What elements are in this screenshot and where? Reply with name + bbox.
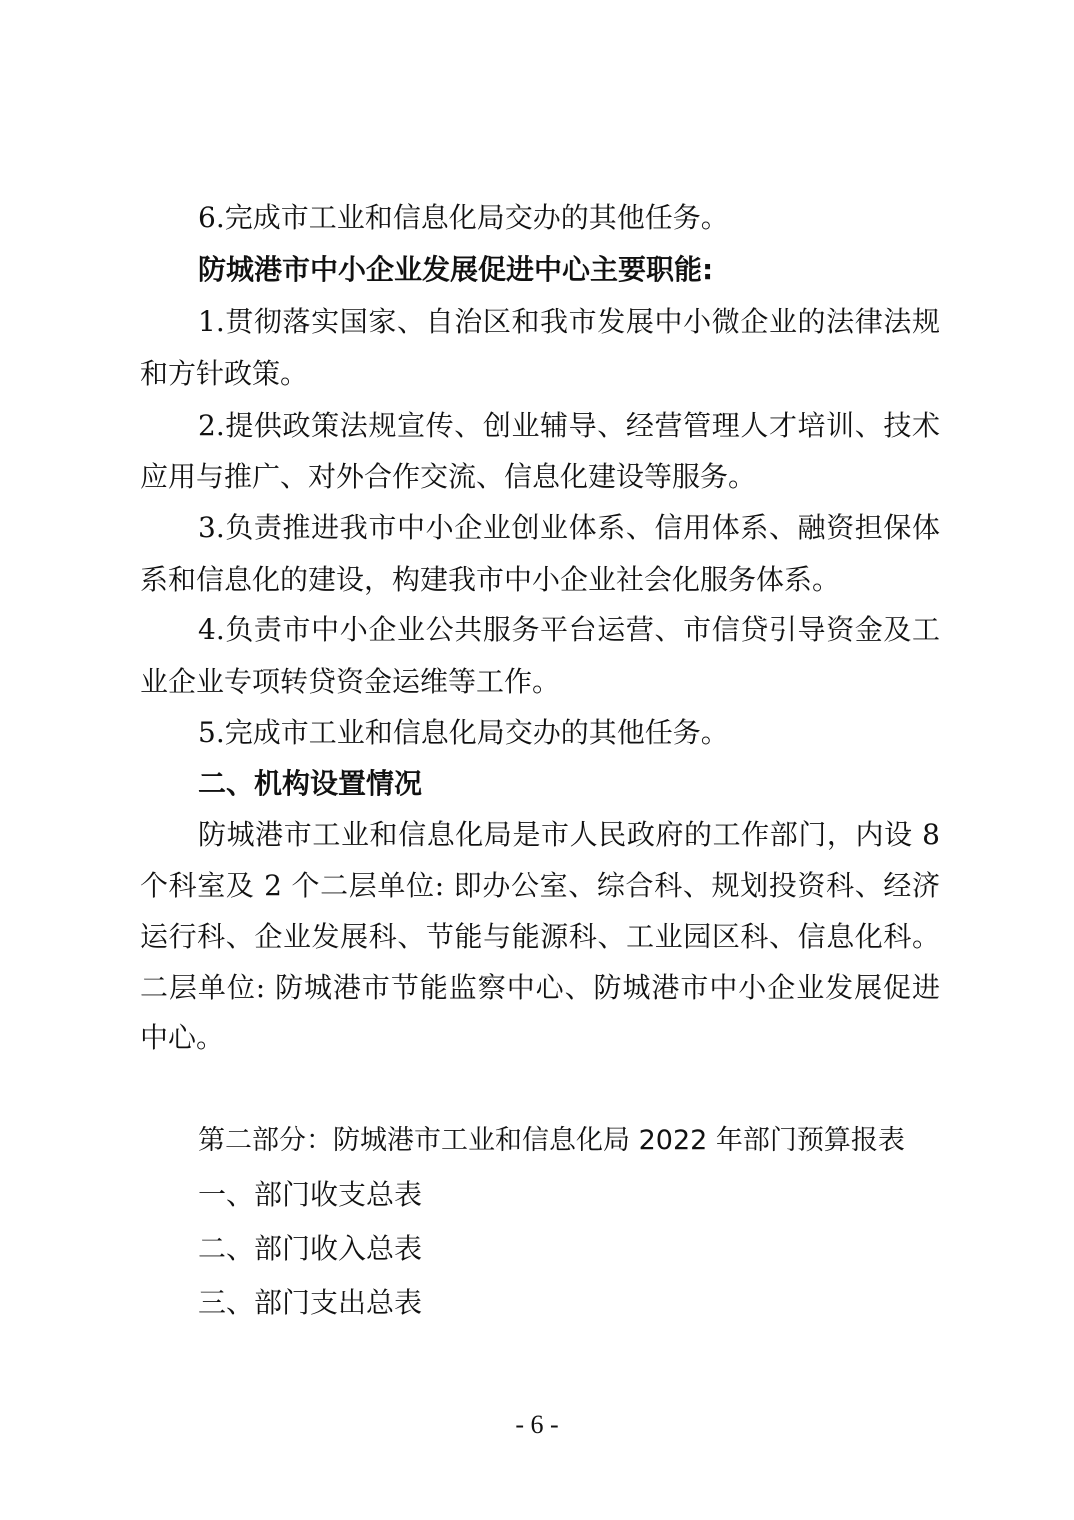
report-list-item: 二、部门收入总表 <box>198 1232 423 1265</box>
duty-2-line-2: 应用与推广、对外合作交流、信息化建设等服务。 <box>140 460 757 493</box>
duty-3-line-2: 系和信息化的建设，构建我市中小企业社会化服务体系。 <box>140 563 841 596</box>
report-list-item: 一、部门收支总表 <box>198 1178 423 1211</box>
org-structure-heading: 二、机构设置情况 <box>198 767 423 800</box>
org-paragraph-line-3: 运行科、企业发展科、节能与能源科、工业园区科、信息化科。 <box>140 920 940 953</box>
duty-1-line-2: 和方针政策。 <box>140 357 309 390</box>
part2-heading: 第二部分：防城港市工业和信息化局 2022 年部门预算报表 <box>198 1125 905 1156</box>
report-list-item: 三、部门支出总表 <box>198 1286 423 1319</box>
org-paragraph-line-5: 中心。 <box>140 1021 225 1054</box>
duty-5: 5.完成市工业和信息化局交办的其他任务。 <box>198 716 729 749</box>
org-paragraph-line-2: 个科室及 2 个二层单位: 即办公室、综合科、规划投资科、经济 <box>140 869 940 902</box>
org-paragraph-line-4: 二层单位: 防城港市节能监察中心、防城港市中小企业发展促进 <box>140 971 940 1004</box>
duty-2-line-1: 2.提供政策法规宣传、创业辅导、经营管理人才培训、技术 <box>198 409 940 442</box>
duty-1-line-1: 1.贯彻落实国家、自治区和我市发展中小微企业的法律法规 <box>198 305 940 338</box>
center-duties-heading: 防城港市中小企业发展促进中心主要职能: <box>198 253 714 286</box>
duty-3-line-1: 3.负责推进我市中小企业创业体系、信用体系、融资担保体 <box>198 511 940 544</box>
page-number: - 6 - <box>515 1410 559 1439</box>
task-item-6: 6.完成市工业和信息化局交办的其他任务。 <box>198 201 729 234</box>
duty-4-line-1: 4.负责市中小企业公共服务平台运营、市信贷引导资金及工 <box>198 613 940 646</box>
duty-4-line-2: 业企业专项转贷资金运维等工作。 <box>140 665 561 698</box>
org-paragraph-line-1: 防城港市工业和信息化局是市人民政府的工作部门，内设 8 <box>198 818 940 851</box>
